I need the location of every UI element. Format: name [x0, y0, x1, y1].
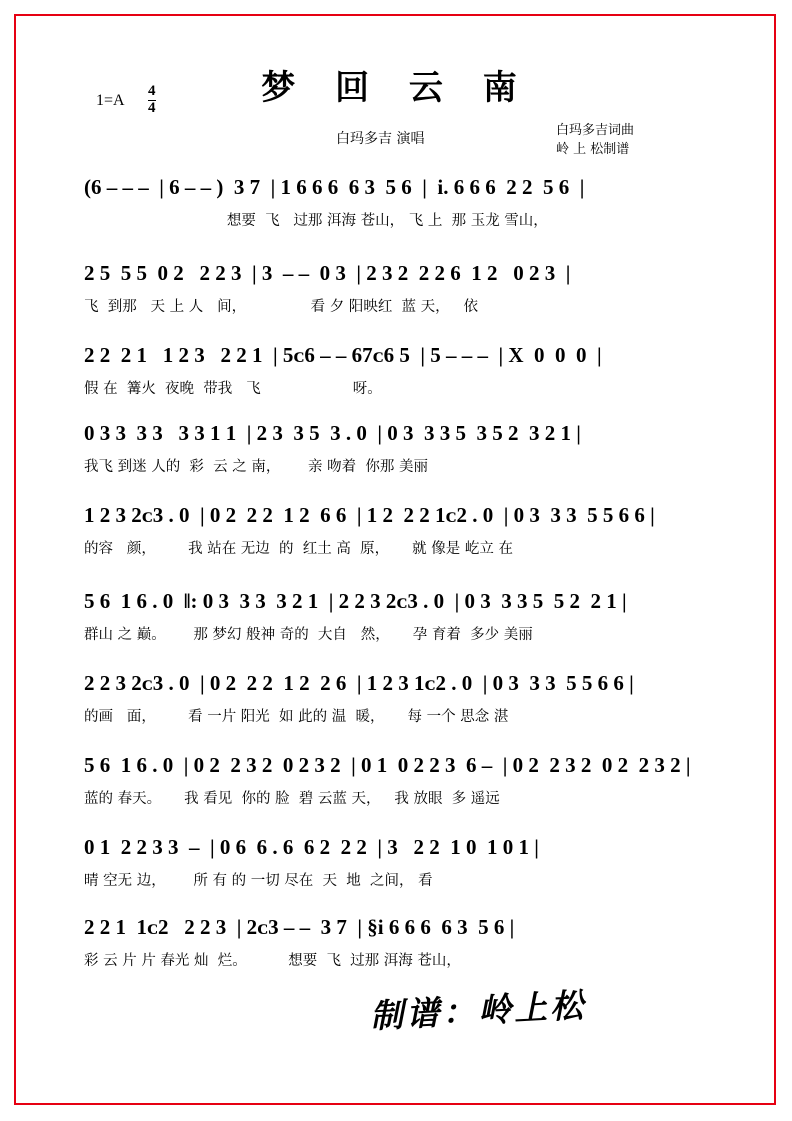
performer-credit: 白玛多吉 演唱: [336, 131, 425, 147]
music-system-4: [84, 418, 716, 480]
note-row: 1 2 3 2ᴄ3 . 0 | 0 2 2 2 1 2 6 6 | 1 2 2 2 1ᴄ2 . 0 | 0 3 3 3 5 5 6 6 |: [84, 503, 655, 527]
composer-line: 白玛多吉词曲: [556, 123, 635, 138]
lyric-row: 晴 空无 边， 所 有 的 一切 尽在 天 地 之间， 看: [84, 873, 433, 889]
music-system-10: [84, 912, 716, 974]
time-signature: [148, 84, 156, 117]
page-title: 梦 回 云 南: [261, 68, 531, 108]
note-row: 5 6 1 6 . 0 | 0 2 2 3 2 0 2 3 2 | 0 1 0 2 2 3 6 – | 0 2 2 3 2 0 2 2 3 2 |: [84, 753, 691, 777]
note-row: 0 3 3 3 3 3 3 1 1 | 2 3 3 5 3 . 0 | 0 3 3 3 5 3 5 2 3 2 1 |: [84, 421, 581, 445]
note-row: 2 2 1 1ᴄ2 2 2 3 | 2ᴄ3 – – 3 7 | §i 6 6 6 6 3 5 6 |: [84, 915, 515, 939]
note-row: 5 6 1 6 . 0 ‖: 0 3 3 3 3 2 1 | 2 2 3 2ᴄ3 . 0 | 0 3 3 3 5 5 2 2 1 |: [84, 589, 627, 613]
lyric-row: 飞 到那 天 上 人 间， 看 夕 阳映红 蓝 天， 依: [84, 299, 478, 315]
handwritten-signature: 制谱：岭上松: [369, 988, 587, 1036]
lyric-row: 蓝的 春天。 我 看见 你的 脸 碧 云蓝 天， 我 放眼 多 遥远: [84, 791, 500, 807]
time-signature-numerator: 4: [148, 83, 156, 99]
note-row: 0 1 2 2 3 3 – | 0 6 6 . 6 6 2 2 2 | 3 2 2 1 0 1 0 1 |: [84, 835, 539, 859]
note-row: 2 2 2 1 1 2 3 2 2 1 | 5ᴄ6 – – 67ᴄ6 5 | 5 – – – | X 0 0 0 |: [84, 343, 602, 367]
note-row: 2 5 5 5 0 2 2 2 3 | 3 – – 0 3 | 2 3 2 2 2 6 1 2 0 2 3 |: [84, 261, 571, 285]
music-system-2: [84, 258, 716, 320]
lyric-row: 的容 颜， 我 站在 无边 的 红土 高 原， 就 像是 屹立 在: [84, 541, 513, 557]
lyric-row: 我飞 到迷 人的 彩 云 之 南， 亲 吻着 你那 美丽: [84, 459, 428, 475]
music-system-8: [84, 750, 716, 812]
music-system-5: [84, 500, 716, 562]
note-row: 2 2 3 2ᴄ3 . 0 | 0 2 2 2 1 2 2 6 | 1 2 3 1ᴄ2 . 0 | 0 3 3 3 5 5 6 6 |: [84, 671, 634, 695]
arranger-line: 岭 上 松制谱: [556, 141, 630, 157]
music-system-9: [84, 832, 716, 894]
music-system-1: [84, 172, 716, 234]
lyric-row: 假 在 篝火 夜晚 带我 飞 呀。: [84, 381, 382, 397]
composer-credits: [556, 122, 634, 160]
music-system-6: [84, 586, 716, 648]
time-signature-denominator: 4: [148, 99, 156, 116]
key-signature: 1=A: [96, 92, 125, 109]
music-system-3: [84, 340, 716, 402]
music-system-7: [84, 668, 716, 730]
lyric-row: 想要 飞 过那 洱海 苍山， 飞 上 那 玉龙 雪山，: [84, 213, 548, 229]
lyric-row: 彩 云 片 片 春光 灿 烂。 想要 飞 过那 洱海 苍山，: [84, 953, 461, 969]
lyric-row: 的画 面， 看 一片 阳光 如 此的 温 暖， 每 一个 思念 湛: [84, 709, 509, 725]
note-row: (6 – – – | 6 – – ) 3 7 | 1 6 6 6 6 3 5 6 | i. 6 6 6 2 2 5 6 |: [84, 175, 585, 199]
lyric-row: 群山 之 巅。 那 梦幻 般神 奇的 大自 然， 孕 育着 多少 美丽: [84, 627, 533, 643]
